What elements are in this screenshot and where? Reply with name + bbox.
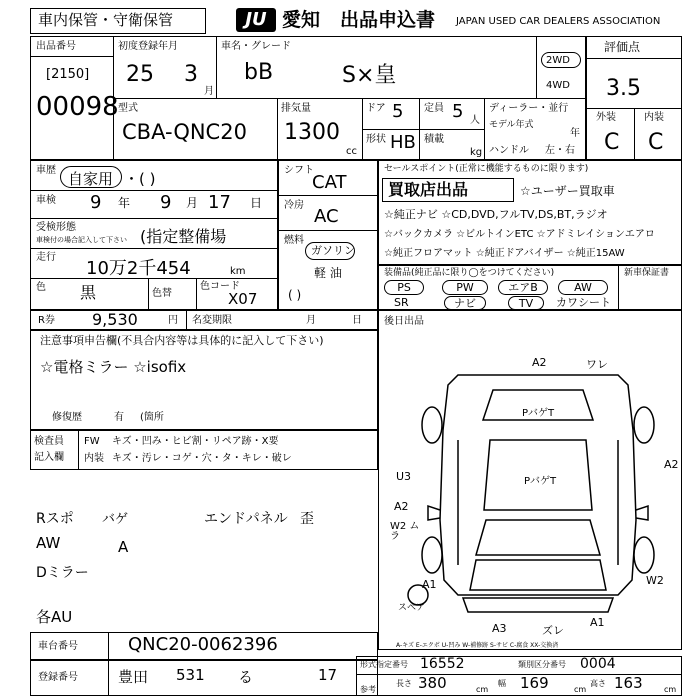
color-code-label: 色コード bbox=[200, 281, 240, 292]
service-value: (指定整備場 bbox=[140, 227, 227, 246]
insp-note-4: 各AU bbox=[36, 608, 73, 626]
form-title: 出品申込書 bbox=[340, 9, 436, 31]
equip-aw: AW bbox=[558, 280, 608, 295]
fuel-value: ガソリン bbox=[311, 244, 355, 257]
reg-label: 初度登録年月 bbox=[118, 41, 178, 52]
inspector-row1-text: キズ・凹み・ヒビ割・リペア跡・X要 bbox=[112, 436, 279, 447]
mark-u3: U3 bbox=[396, 470, 412, 483]
capacity-value: 5 bbox=[452, 101, 464, 122]
sales-line4: ☆純正フロアマット ☆純正ドアバイザー ☆純正15AW bbox=[384, 248, 625, 259]
plate-class: 531 bbox=[176, 666, 205, 684]
height-value: 163 bbox=[614, 674, 643, 692]
insp-note-2b: A bbox=[118, 538, 129, 556]
height-label: 高さ bbox=[590, 679, 606, 688]
name-change-month: 月 bbox=[306, 315, 316, 326]
mark-w2-right: W2 bbox=[646, 574, 664, 587]
aircon-label: 冷房 bbox=[284, 200, 304, 211]
inspection-year-unit: 年 bbox=[118, 196, 131, 210]
lot-number: 00098 bbox=[36, 92, 119, 122]
length-label: 長さ bbox=[396, 679, 412, 688]
name-change-label: 名変期限 bbox=[192, 315, 232, 326]
capacity-unit: 人 bbox=[470, 115, 480, 126]
reg-month: 3 bbox=[184, 62, 198, 87]
model-grade: S×皇 bbox=[342, 63, 397, 88]
score-ext-label: 外装 bbox=[596, 112, 616, 123]
mark-pbage-2: PバゲT bbox=[524, 476, 557, 487]
disp-unit: cc bbox=[346, 146, 357, 157]
storage-note: 車内保管・守衛保管 bbox=[38, 11, 174, 29]
capacity-label: 定員 bbox=[424, 103, 444, 114]
mark-a2-right: A2 bbox=[664, 458, 679, 471]
equip-seat: カワシート bbox=[556, 296, 611, 309]
inspection-day: 17 bbox=[208, 192, 231, 213]
mileage-label: 走行 bbox=[36, 252, 56, 263]
color-change-label: 色替 bbox=[152, 288, 172, 299]
equip-pw: PW bbox=[442, 280, 488, 295]
model-name: bB bbox=[244, 60, 274, 85]
repair-value: 有 bbox=[114, 412, 124, 423]
equip-ps: PS bbox=[384, 280, 424, 295]
ref-label: 参考 bbox=[360, 685, 376, 694]
inspection-day-unit: 日 bbox=[250, 196, 263, 210]
inspector-label2: 記入欄 bbox=[34, 452, 64, 463]
inspector-row2-text: キズ・汚レ・コゲ・穴・タ・キレ・破レ bbox=[112, 453, 292, 464]
color-value: 黒 bbox=[80, 283, 97, 302]
width-value: 169 bbox=[520, 674, 549, 692]
color-label: 色 bbox=[36, 282, 46, 293]
score-ext: C bbox=[604, 130, 620, 155]
shape-value: HB bbox=[390, 132, 416, 153]
mark-pbage-1: PバゲT bbox=[522, 408, 555, 419]
plate-region: 豊田 bbox=[118, 668, 149, 686]
mark-a1-left: A1 bbox=[422, 578, 437, 591]
insp-note-1b: バゲ bbox=[102, 512, 129, 527]
equip-airbag: エアB bbox=[498, 280, 548, 295]
chassis-label: 車台番号 bbox=[38, 641, 78, 652]
shift-value: CAT bbox=[312, 172, 347, 193]
inspector-row2-label: 内装 bbox=[84, 453, 104, 464]
class-label: 類別区分番号 bbox=[518, 660, 566, 669]
mileage-unit: km bbox=[230, 266, 246, 277]
repair-place: (箇所 bbox=[140, 412, 164, 423]
inspection-month: 9 bbox=[160, 192, 172, 213]
mark-shift: ズレ bbox=[542, 624, 564, 637]
type-value: CBA-QNC20 bbox=[122, 120, 247, 144]
height-unit: cm bbox=[664, 685, 677, 694]
reg-year: 25 bbox=[126, 62, 154, 87]
service-label: 受検形態 bbox=[36, 222, 76, 233]
score-int: C bbox=[648, 130, 664, 155]
handle-options: 左・右 bbox=[545, 145, 575, 156]
notes-label: 注意事項申告欄(不具合内容等は具体的に記入して下さい) bbox=[40, 334, 324, 347]
recycle-label: R券 bbox=[38, 315, 55, 326]
history-value: 自家用 bbox=[68, 170, 114, 188]
equip-sr: SR bbox=[394, 296, 409, 309]
inspector-row1-label: FW bbox=[84, 436, 100, 447]
association-name: JAPAN USED CAR DEALERS ASSOCIATION bbox=[456, 16, 661, 27]
length-unit: cm bbox=[476, 685, 489, 694]
org-name: 愛知 bbox=[282, 9, 321, 31]
doors-label: ドア bbox=[366, 103, 386, 114]
spec-value: 16552 bbox=[420, 656, 465, 672]
mark-w2-left: W2 ムラ bbox=[390, 521, 420, 542]
service-sublabel: 車検付の場合記入して下さい bbox=[36, 236, 127, 244]
drive-4wd: 4WD bbox=[546, 80, 570, 91]
lot-bracket-no: [2150] bbox=[46, 67, 90, 82]
spec-label: 形式指定番号 bbox=[360, 660, 408, 669]
equip-navi: ナビ bbox=[444, 296, 486, 310]
load-unit: kg bbox=[470, 147, 483, 158]
aircon-value: AC bbox=[314, 206, 339, 227]
score-int-label: 内装 bbox=[644, 112, 664, 123]
fuel-paren: ( ) bbox=[288, 288, 302, 302]
load-label: 積載 bbox=[424, 134, 444, 145]
car-diagram bbox=[378, 340, 682, 640]
recycle-value: 9,530 bbox=[92, 310, 138, 329]
sales-line1: ☆ユーザー買取車 bbox=[520, 184, 615, 198]
score-label: 評価点 bbox=[604, 40, 641, 54]
mileage-value: 10万2千454 bbox=[86, 258, 191, 279]
history-rest: ・( ) bbox=[124, 170, 156, 188]
model-year-label: モデル年式 bbox=[489, 120, 534, 130]
lot-label: 出品番号 bbox=[36, 41, 76, 52]
plate-label: 登録番号 bbox=[38, 672, 78, 683]
insp-note-3: Dミラー bbox=[36, 565, 89, 581]
sales-headline: 買取店出品 bbox=[388, 180, 469, 199]
mark-a3: A3 bbox=[492, 622, 507, 635]
insp-note-2a: AW bbox=[36, 534, 61, 552]
repair-label: 修復歴 bbox=[52, 412, 82, 423]
length-value: 380 bbox=[418, 674, 447, 692]
disp-label: 排気量 bbox=[281, 103, 311, 114]
recycle-unit: 円 bbox=[168, 315, 178, 326]
disp-value: 1300 bbox=[284, 120, 340, 145]
ju-logo: JU bbox=[236, 8, 276, 32]
model-year-unit: 年 bbox=[570, 128, 580, 139]
inspection-label: 車検 bbox=[36, 195, 56, 206]
sales-line2: ☆純正ナビ ☆CD,DVD,フルTV,DS,BT,ラジオ bbox=[384, 208, 608, 221]
chassis-value: QNC20-0062396 bbox=[128, 634, 278, 655]
equipment-label: 装備品(純正品に限り◯をつけてください) bbox=[384, 268, 555, 278]
insp-note-1a: Rスポ bbox=[36, 511, 74, 527]
inspection-month-unit: 月 bbox=[186, 196, 199, 210]
width-label: 幅 bbox=[498, 679, 506, 688]
diagram-legend: A-キズ E-エクボ U-凹み W-補修跡 S-サビ C-腐食 XX-交換済 bbox=[396, 642, 559, 649]
reg-month-unit: 月 bbox=[204, 86, 214, 97]
mark-spare: スペア bbox=[398, 603, 426, 613]
fuel-diesel: 軽 油 bbox=[314, 266, 342, 280]
doors-value: 5 bbox=[392, 101, 404, 122]
insp-note-1d: 歪 bbox=[300, 511, 314, 527]
mark-a1-front: A1 bbox=[590, 616, 605, 629]
drive-2wd: 2WD bbox=[546, 55, 570, 66]
type-label: 型式 bbox=[118, 103, 138, 114]
inspector-label1: 検査員 bbox=[34, 436, 64, 447]
mark-crack-top: ワレ bbox=[586, 358, 608, 371]
score-value: 3.5 bbox=[606, 76, 641, 101]
name-change-day: 日 bbox=[352, 315, 362, 326]
notes-line1: ☆電格ミラー ☆isofix bbox=[40, 358, 187, 376]
handle-label: ハンドル bbox=[489, 145, 529, 156]
insp-note-1c: エンドパネル bbox=[204, 511, 288, 527]
shape-label: 形状 bbox=[366, 134, 386, 145]
history-label: 車歴 bbox=[36, 165, 56, 176]
fuel-label: 燃料 bbox=[284, 235, 304, 246]
model-label: 車名・グレード bbox=[221, 41, 291, 52]
shift-label: シフト bbox=[284, 165, 314, 176]
mark-a2-top: A2 bbox=[532, 356, 547, 369]
plate-kana: る bbox=[238, 668, 254, 686]
plate-number: 17 bbox=[318, 666, 338, 684]
class-value: 0004 bbox=[580, 656, 616, 672]
width-unit: cm bbox=[574, 685, 587, 694]
sales-line3: ☆バックカメラ ☆ビルトインETC ☆アドミレイションエアロ bbox=[384, 229, 655, 240]
warranty-label: 新車保証書 bbox=[624, 268, 670, 278]
equip-tv: TV bbox=[508, 296, 544, 310]
inspection-year: 9 bbox=[90, 192, 102, 213]
mark-a2-left: A2 bbox=[394, 500, 409, 513]
sales-label: セールスポイント(正常に機能するものに限ります) bbox=[384, 164, 589, 174]
rear-label: 後日出品 bbox=[384, 316, 424, 327]
color-code: X07 bbox=[228, 290, 258, 308]
dealer-label: ディーラー・並行 bbox=[489, 103, 569, 114]
